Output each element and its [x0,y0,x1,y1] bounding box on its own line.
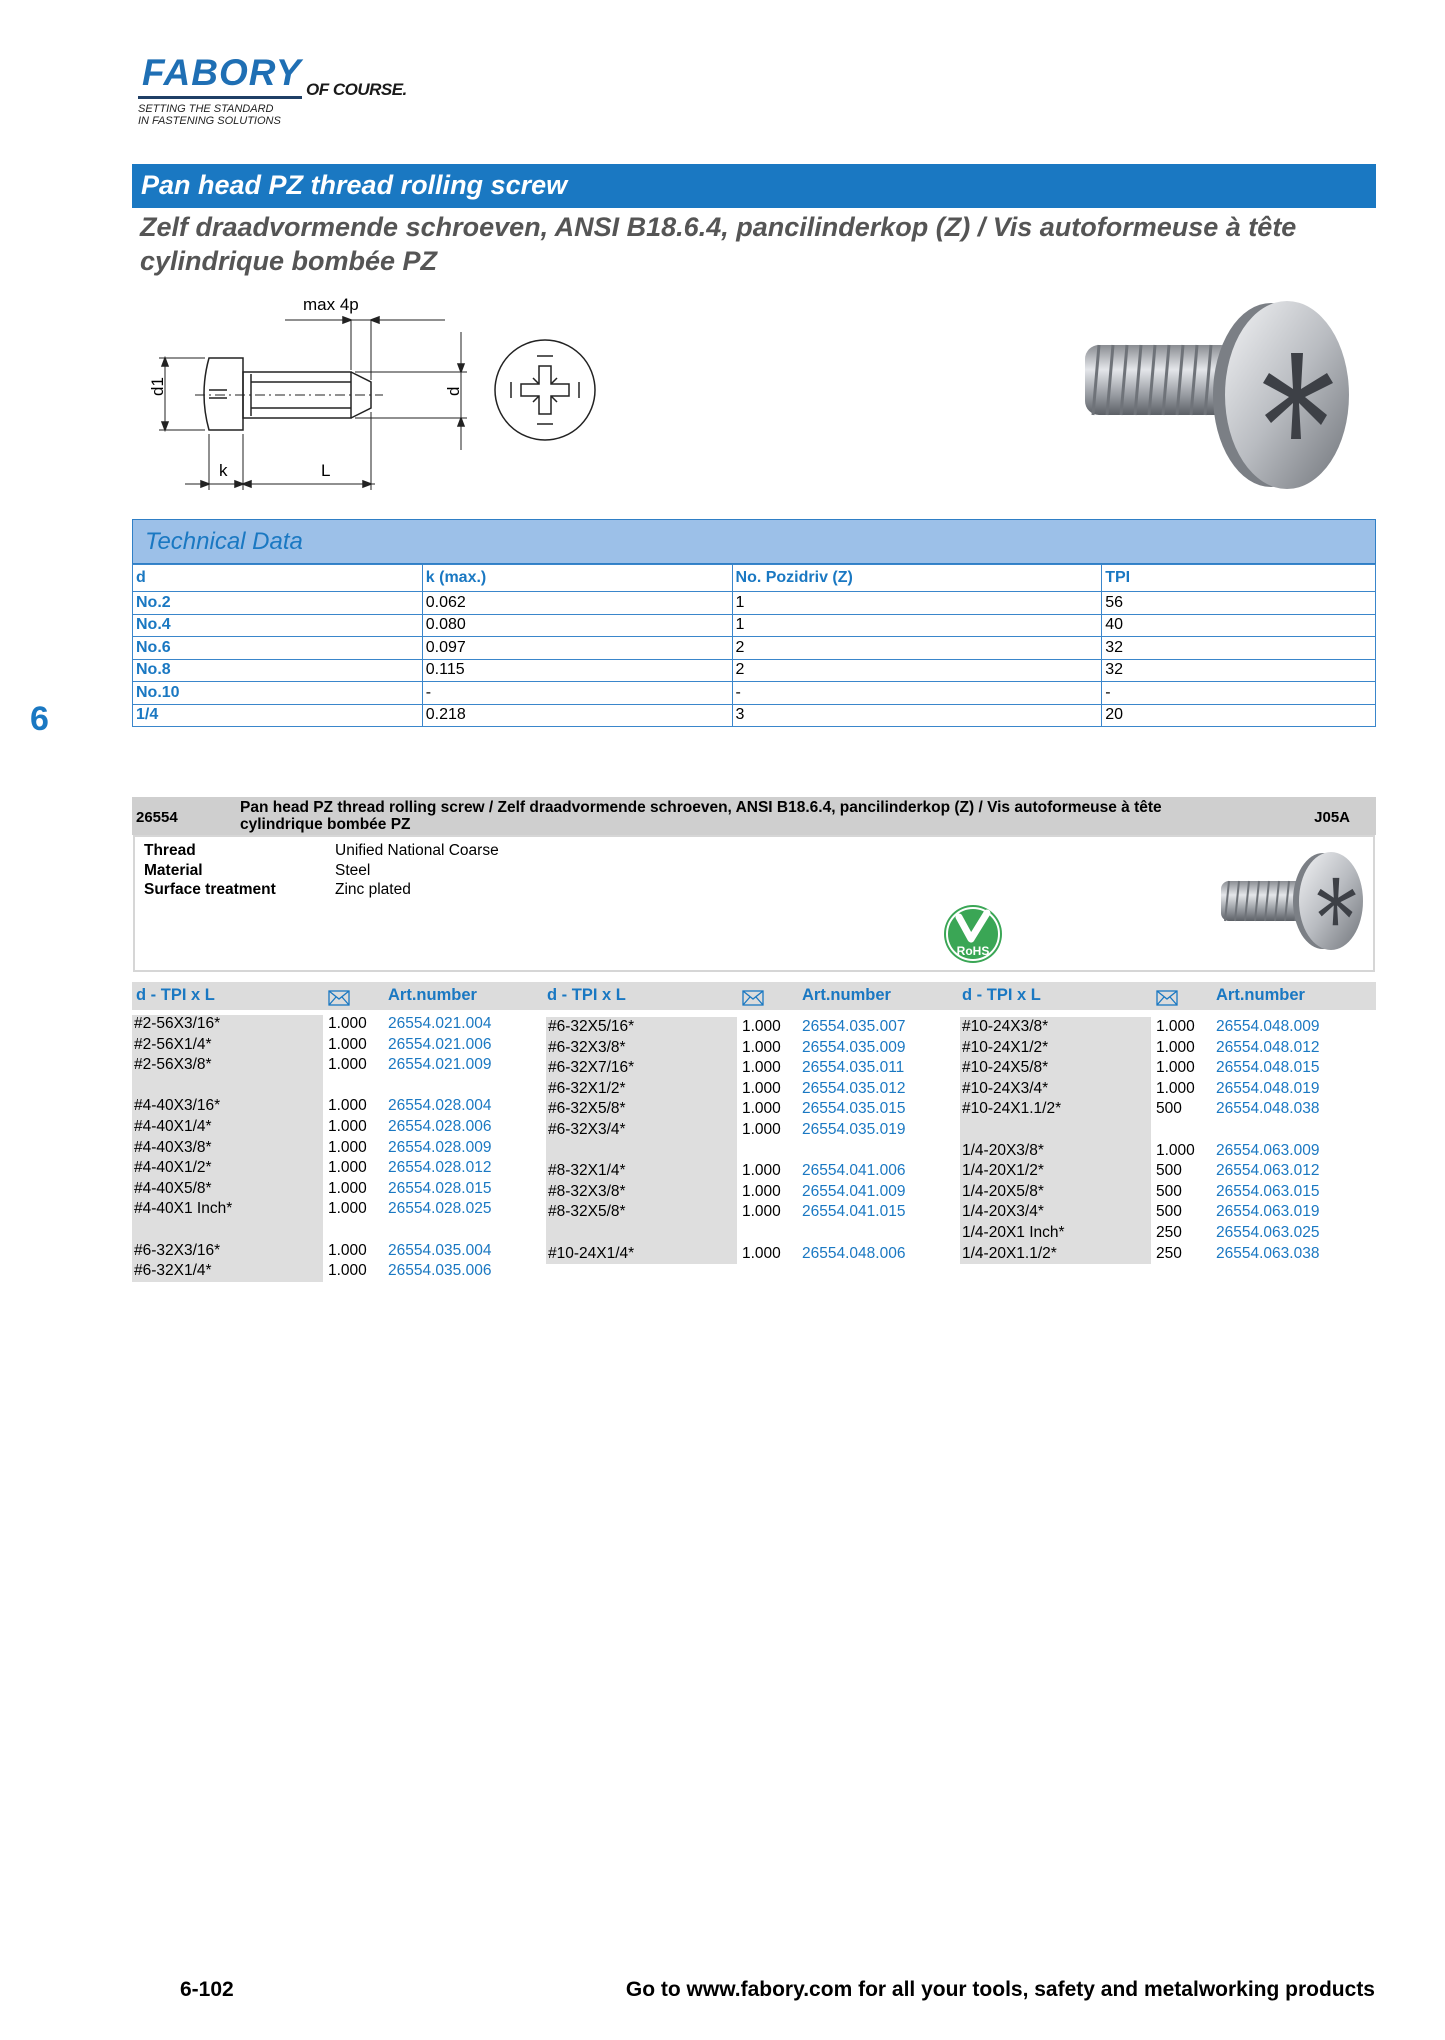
article-size: #6-32X1/4* [134,1262,212,1280]
article-qty: 1.000 [742,1182,781,1200]
article-size: #6-32X1/2* [548,1079,626,1097]
article-size: #6-32X5/16* [548,1018,635,1035]
rohs-label: RoHS [956,944,990,958]
article-qty: 1.000 [1156,1079,1195,1097]
article-size: #2-56X1/4* [134,1035,212,1053]
article-size: #10-24X3/4* [962,1079,1049,1097]
article-qty: 1.000 [328,1015,367,1032]
footer-text: Go to www.fabory.com for all your tools, safety and metalworking products [625,1978,1375,2001]
d-label: d [444,386,463,396]
article-size: 1/4-20X5/8* [962,1182,1044,1200]
article-size: #10-24X1/2* [962,1038,1049,1056]
product-code: 26554 [136,809,178,826]
col3-size-header: d - TPI x L [962,986,1041,1004]
article-size: #4-40X1/4* [134,1118,212,1135]
article-number[interactable]: 26554.063.015 [1216,1182,1320,1200]
article-size: #6-32X7/16* [548,1059,635,1077]
article-number[interactable]: 26554.063.019 [1216,1203,1320,1221]
cell-k: - [422,682,732,705]
article-qty: 1.000 [328,1200,367,1218]
brand-subline-1: SETTING THE STANDARD [138,103,274,115]
article-qty: 1.000 [328,1138,367,1156]
article-qty: 1.000 [742,1203,781,1221]
col1-art-header: Art.number [388,986,477,1004]
article-qty: 1.000 [328,1118,367,1135]
article-qty: 1.000 [742,1100,781,1118]
spec-label-surface: Surface treatment [144,881,276,898]
article-qty: 1.000 [328,1179,367,1197]
article-number[interactable]: 26554.035.004 [388,1241,492,1259]
cell-tpi: 32 [1102,637,1376,660]
article-number[interactable]: 26554.048.038 [1216,1100,1320,1118]
article-number[interactable]: 26554.035.006 [388,1262,492,1280]
cell-pozidriv: 2 [732,659,1102,682]
cell-d: No.2 [133,592,423,615]
cell-d: 1/4 [133,704,423,727]
article-qty: 1.000 [742,1059,781,1077]
spec-label-material: Material [144,861,203,879]
article-qty: 500 [1156,1162,1182,1180]
technical-data-heading: Technical Data [145,528,303,555]
page-subtitle: Zelf draadvormende schroeven, ANSI B18.6.4, pancilinderkop (Z) / Vis autoformeuse à tête cylindrique bombée PZ [140,212,1297,276]
page-number: 6-102 [180,1978,234,2001]
cell-k: 0.218 [422,704,732,727]
cell-tpi: - [1102,682,1376,705]
column-header: d [133,565,423,592]
article-qty: 250 [1156,1244,1182,1262]
article-size: #8-32X5/8* [548,1203,626,1221]
article-size: #10-24X1.1/2* [962,1100,1062,1118]
article-size: #10-24X3/8* [962,1018,1049,1035]
d1-label: d1 [148,377,167,396]
article-qty: 1.000 [328,1056,367,1074]
article-qty: 1.000 [328,1262,367,1280]
article-qty: 1.000 [1156,1038,1195,1056]
cell-tpi: 32 [1102,659,1376,682]
article-size: 1/4-20X3/4* [962,1203,1044,1221]
cell-tpi: 56 [1102,592,1376,615]
article-number[interactable]: 26554.048.015 [1216,1059,1320,1077]
spec-value-surface: Zinc plated [335,881,411,898]
article-size: #8-32X3/8* [548,1182,626,1200]
cell-d: No.10 [133,682,423,705]
article-size: #4-40X5/8* [134,1179,212,1197]
article-size: #2-56X3/8* [134,1056,212,1074]
max-4p-label: max 4p [303,295,359,314]
col2-size-header: d - TPI x L [547,986,626,1004]
cell-k: 0.115 [422,659,732,682]
article-number[interactable]: 26554.035.015 [802,1100,906,1118]
column-header: TPI [1102,565,1376,592]
article-size: #8-32X1/4* [548,1162,626,1180]
k-label: k [219,461,228,480]
cell-d: No.8 [133,659,423,682]
article-qty: 250 [1156,1224,1182,1241]
cell-pozidriv: 1 [732,614,1102,637]
cell-pozidriv: 1 [732,592,1102,615]
article-number[interactable]: 26554.048.012 [1216,1038,1320,1056]
article-qty: 1.000 [1156,1018,1195,1035]
page-title: Pan head PZ thread rolling screw [141,170,568,200]
article-number[interactable]: 26554.035.011 [802,1059,905,1077]
article-number[interactable]: 26554.035.019 [802,1121,906,1138]
article-number[interactable]: 26554.028.025 [388,1200,492,1218]
cell-d: No.6 [133,637,423,660]
article-size: #4-40X3/16* [134,1097,221,1115]
article-number[interactable]: 26554.021.009 [388,1056,492,1074]
article-size: #6-32X5/8* [548,1100,626,1118]
article-number[interactable]: 26554.041.009 [802,1182,906,1200]
article-size: #10-24X5/8* [962,1059,1049,1077]
col2-art-header: Art.number [802,986,891,1004]
product-description: Pan head PZ thread rolling screw / Zelf draadvormende schroeven, ANSI B18.6.4, pancilinderkop (Z) / Vis autoformeuse à tête cylindrique bombée PZ [240,799,1162,833]
cell-pozidriv: 3 [732,704,1102,727]
article-size: #2-56X3/16* [134,1015,221,1032]
L-label: L [321,461,331,480]
spec-value-material: Steel [335,861,371,879]
article-qty: 1.000 [742,1018,781,1035]
article-number[interactable]: 26554.063.009 [1216,1141,1320,1159]
spec-value-thread: Unified National Coarse [335,842,499,859]
article-qty: 500 [1156,1100,1182,1118]
brand-subline-2: IN FASTENING SOLUTIONS [138,115,281,127]
article-qty: 1.000 [742,1162,781,1180]
article-number[interactable]: 26554.063.025 [1216,1224,1320,1241]
article-size: 1/4-20X1 Inch* [962,1224,1065,1241]
article-number[interactable]: 26554.021.004 [388,1015,492,1032]
article-qty: 1.000 [328,1035,367,1053]
cell-pozidriv: 2 [732,637,1102,660]
article-number[interactable]: 26554.028.012 [388,1159,492,1177]
article-number[interactable]: 26554.048.006 [802,1244,906,1262]
col1-size-header: d - TPI x L [136,986,215,1004]
spec-label-thread: Thread [144,842,196,859]
article-number[interactable]: 26554.035.012 [802,1079,906,1097]
article-number[interactable]: 26554.021.006 [388,1035,492,1053]
article-size: #6-32X3/16* [134,1241,221,1259]
article-size: #4-40X1 Inch* [134,1200,233,1218]
article-number[interactable]: 26554.028.009 [388,1138,492,1156]
cell-d: No.4 [133,614,423,637]
article-qty: 500 [1156,1203,1182,1221]
article-size: #10-24X1/4* [548,1244,635,1262]
cell-k: 0.062 [422,592,732,615]
brand-name: FABORY [142,52,302,93]
article-size: #4-40X1/2* [134,1159,212,1177]
article-number[interactable]: 26554.028.015 [388,1179,492,1197]
article-number[interactable]: 26554.048.009 [1216,1018,1320,1035]
article-size: #4-40X3/8* [134,1138,212,1156]
article-qty: 1.000 [328,1159,367,1177]
article-number[interactable]: 26554.035.009 [802,1038,906,1056]
chapter-number: 6 [30,700,49,738]
cell-k: 0.097 [422,637,732,660]
article-qty: 1.000 [1156,1059,1195,1077]
article-qty: 500 [1156,1182,1182,1200]
article-qty: 1.000 [328,1241,367,1259]
article-size: #6-32X3/8* [548,1038,626,1056]
col3-art-header: Art.number [1216,986,1305,1004]
article-number[interactable]: 26554.028.006 [388,1118,492,1135]
article-qty: 1.000 [328,1097,367,1115]
cell-tpi: 40 [1102,614,1376,637]
article-number[interactable]: 26554.063.012 [1216,1162,1320,1180]
article-qty: 1.000 [742,1244,781,1262]
article-number[interactable]: 26554.028.004 [388,1097,492,1115]
article-number[interactable]: 26554.063.038 [1216,1244,1320,1262]
brand-tagline: OF COURSE. [306,80,407,99]
article-qty: 1.000 [742,1079,781,1097]
article-qty: 1.000 [1156,1141,1195,1159]
article-size: #6-32X3/4* [548,1121,626,1138]
article-qty: 1.000 [742,1038,781,1056]
article-number[interactable]: 26554.048.019 [1216,1079,1320,1097]
article-size: 1/4-20X1/2* [962,1162,1044,1180]
cell-k: 0.080 [422,614,732,637]
cell-tpi: 20 [1102,704,1376,727]
column-header: k (max.) [422,565,732,592]
cell-pozidriv: - [732,682,1102,705]
article-number[interactable]: 26554.041.015 [802,1203,906,1221]
column-header: No. Pozidriv (Z) [732,565,1102,592]
article-number[interactable]: 26554.035.007 [802,1018,906,1035]
article-number[interactable]: 26554.041.006 [802,1162,906,1180]
article-size: 1/4-20X1.1/2* [962,1244,1057,1262]
article-qty: 1.000 [742,1121,781,1138]
article-size: 1/4-20X3/8* [962,1141,1044,1159]
product-ref: J05A [1314,809,1350,826]
